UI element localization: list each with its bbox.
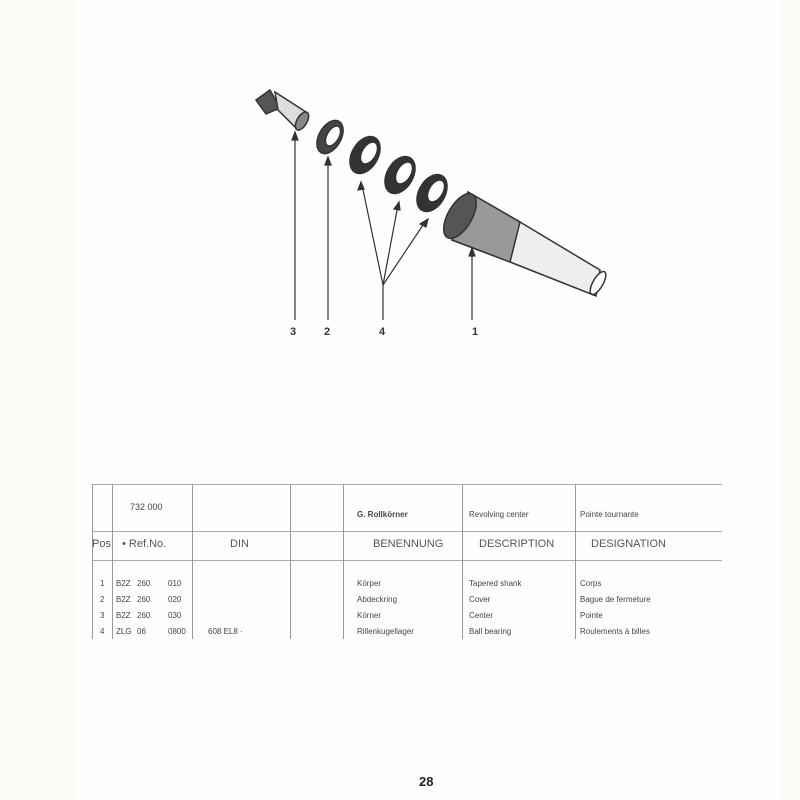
header-benennung: BENENNUNG	[373, 538, 444, 550]
cover-ring-part	[311, 116, 348, 158]
header-ref: • Ref.No.	[122, 538, 167, 550]
cell-ref-b: 260	[137, 611, 151, 620]
bearing-part	[344, 131, 387, 179]
tapered-shank-part	[437, 188, 609, 296]
cell-pos: 3	[100, 611, 105, 620]
callout-label: 3	[290, 326, 297, 338]
cell-ref-b: 260	[137, 579, 151, 588]
cell-fr: Corps	[580, 579, 602, 588]
title-french: Pointe tournante	[580, 510, 639, 519]
cell-din: 608 EL8 ·	[208, 627, 243, 636]
cell-pos: 2	[100, 595, 105, 604]
cell-ref-c: 020	[168, 595, 182, 604]
cell-en: Cover	[469, 595, 491, 604]
cell-en: Center	[469, 611, 494, 620]
cell-pos: 4	[100, 627, 105, 636]
callout-label: 2	[324, 326, 331, 338]
cell-en: Tapered shank	[469, 579, 522, 588]
cell-fr: Pointe	[580, 611, 603, 620]
cell-de: Körner	[357, 611, 382, 620]
center-point-part	[256, 90, 311, 132]
cell-ref-c: 010	[168, 579, 182, 588]
bearing-part	[411, 169, 454, 217]
cell-ref-a: B2Z	[116, 579, 131, 588]
cell-fr: Bague de fermeture	[580, 595, 651, 604]
cell-ref-c: 0800	[168, 627, 186, 636]
cell-ref-c: 030	[168, 611, 182, 620]
callout-label: 4	[379, 326, 386, 338]
title-english: Revolving center	[469, 510, 529, 519]
cell-en: Ball bearing	[469, 627, 512, 636]
cell-ref-a: B2Z	[116, 595, 131, 604]
title-german: G. Rollkörner	[357, 510, 408, 519]
cell-ref-b: 06	[137, 627, 146, 636]
callout-label: 1	[472, 326, 479, 338]
bearing-part	[379, 151, 422, 199]
assembly-number: 732 000	[130, 502, 163, 512]
page-number: 28	[419, 774, 434, 789]
header-pos: Pos	[92, 538, 111, 550]
header-description: DESCRIPTION	[479, 538, 555, 550]
cell-de: Körper	[357, 579, 382, 588]
cell-pos: 1	[100, 579, 105, 588]
header-designation: DESIGNATION	[591, 538, 666, 550]
cell-fr: Roulements à billes	[580, 627, 650, 636]
cell-de: Rillenkugellager	[357, 627, 414, 636]
header-din: DIN	[230, 538, 249, 550]
cell-ref-a: ZLG	[116, 627, 132, 636]
cell-de: Abdeckring	[357, 595, 398, 604]
cell-ref-a: B2Z	[116, 611, 131, 620]
cell-ref-b: 260	[137, 595, 151, 604]
